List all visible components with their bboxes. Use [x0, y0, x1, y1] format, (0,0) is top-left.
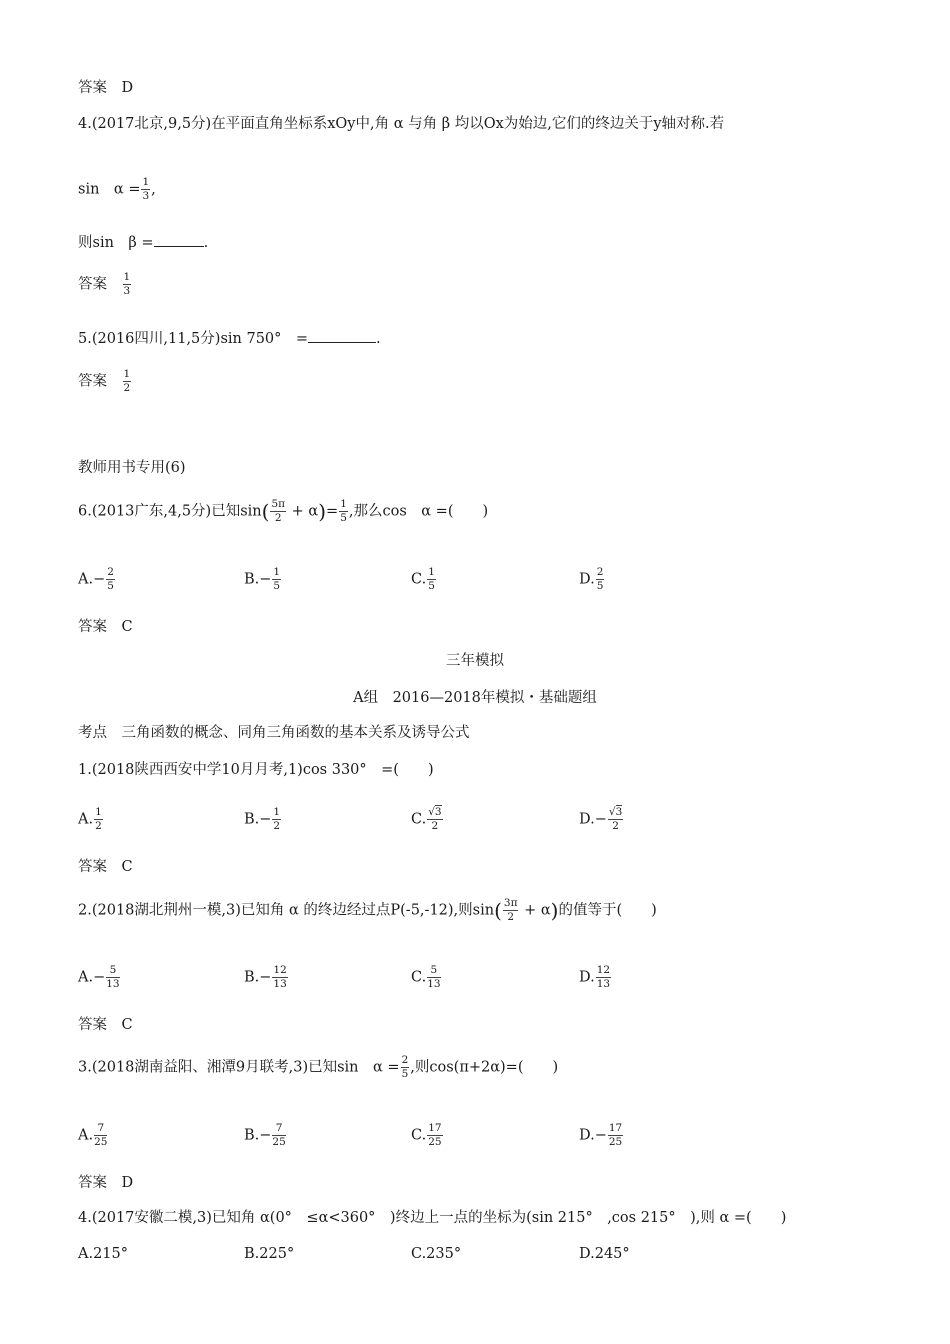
- fraction-denominator: 3: [142, 190, 150, 202]
- answer-line: [78, 368, 132, 395]
- fraction-denominator: 13: [427, 978, 441, 990]
- answer-label: 答案: [78, 276, 107, 293]
- question-6-text: [78, 498, 488, 525]
- option-sign: −: [594, 811, 607, 828]
- fraction-numerator: 1: [273, 806, 281, 818]
- answer-blank: [154, 234, 204, 247]
- paren-close: ): [550, 898, 559, 923]
- fraction-numerator: 2: [596, 566, 604, 578]
- fraction: [503, 897, 519, 924]
- option-label: A.: [78, 811, 94, 828]
- section-title: 三年模拟: [446, 653, 504, 669]
- q5-stem: 5.(2016四川,11,5分)sin 750° =: [78, 331, 309, 347]
- option-label: D.: [579, 969, 595, 986]
- fraction-denominator: 25: [272, 1136, 286, 1148]
- answer-line: [78, 271, 132, 298]
- m3-suffix: ,则cos(π+2α)=( ): [410, 1059, 559, 1076]
- fraction: [94, 806, 103, 833]
- option-sign: −: [93, 571, 106, 588]
- fraction-denominator: 13: [106, 978, 120, 990]
- fraction: [427, 566, 436, 593]
- q4-then: 则sin β =: [78, 235, 154, 251]
- fraction: [270, 498, 286, 525]
- fraction-numerator: 7: [94, 1122, 107, 1136]
- option-label: B.: [244, 1127, 260, 1144]
- fraction-numerator: 1: [340, 498, 347, 510]
- fraction-denominator: 3: [123, 285, 131, 297]
- option-label: B.: [244, 571, 260, 588]
- radicand: 3: [434, 806, 442, 818]
- q6-plus-alpha: + α: [287, 503, 319, 520]
- fraction-denominator: 25: [94, 1136, 108, 1148]
- q4-sin-suffix: ,: [151, 181, 156, 198]
- answer-line: 答案 C: [78, 859, 133, 875]
- answer-line: 答案 C: [78, 1017, 133, 1033]
- fraction-denominator: 2: [95, 820, 102, 832]
- paren-open: (: [494, 898, 502, 923]
- fraction: [272, 806, 281, 833]
- fraction-numerator: 2: [401, 1054, 409, 1066]
- mock-question-1: 1.(2018陕西西安中学10月月考,1)cos 330° =( ): [78, 762, 434, 778]
- answer-blank: [308, 330, 376, 343]
- q6-prefix: 6.(2013广东,4,5分)已知sin: [78, 503, 262, 520]
- fraction-denominator: 2: [274, 512, 282, 524]
- option-sign: −: [259, 969, 272, 986]
- option-b: B.225°: [244, 1246, 295, 1262]
- option-a: A.215°: [78, 1246, 129, 1262]
- group-title: A组 2016—2018年模拟・基础题组: [353, 690, 597, 706]
- fraction-denominator: 25: [608, 1136, 623, 1148]
- option-a: [78, 964, 121, 991]
- kaodian-heading: 考点 三角函数的概念、同角三角函数的基本关系及诱导公式: [78, 725, 470, 741]
- fraction: [272, 566, 281, 593]
- option-label: B.: [244, 811, 260, 828]
- fraction-numerator: 1: [123, 368, 131, 380]
- option-a: [78, 1122, 108, 1149]
- q6-suffix: ,那么cos α =( ): [348, 503, 489, 520]
- fraction-numerator: 7: [272, 1122, 285, 1136]
- q4-sin-prefix: sin α =: [78, 181, 141, 198]
- fraction: [608, 806, 623, 833]
- fraction-denominator: 2: [612, 820, 619, 832]
- answer-line: 答案 D: [78, 80, 134, 96]
- radicand: 3: [615, 806, 623, 818]
- q4-end: .: [203, 235, 209, 251]
- m2-plus-alpha: + α: [519, 902, 551, 919]
- sqrt-symbol: √: [608, 806, 616, 818]
- answer-line: 答案 D: [78, 1175, 134, 1191]
- option-label: A.: [78, 571, 94, 588]
- paren-open: (: [261, 499, 270, 524]
- option-c: [411, 806, 444, 833]
- option-label: C.: [411, 969, 427, 986]
- option-sign: −: [594, 1127, 607, 1144]
- q6-eq: =: [326, 503, 339, 520]
- fraction: [106, 964, 119, 991]
- m2-suffix: 的值等于( ): [558, 902, 657, 919]
- fraction-numerator: 5: [427, 964, 440, 978]
- fraction-denominator: 2: [431, 820, 439, 832]
- option-a: [78, 806, 104, 833]
- m2-prefix: 2.(2018湖北荆州一模,3)已知角 α 的终边经过点P(-5,-12),则sin: [78, 902, 495, 919]
- fraction: [106, 566, 115, 593]
- option-c: C.235°: [411, 1246, 462, 1262]
- fraction: [427, 806, 442, 833]
- option-d: [579, 1122, 624, 1149]
- answer-label: 答案: [78, 373, 107, 390]
- fraction-denominator: 5: [428, 580, 435, 592]
- question-4-condition: [78, 176, 156, 203]
- option-b: [244, 806, 282, 833]
- fraction: [596, 964, 611, 991]
- fraction-denominator: 25: [428, 1136, 442, 1148]
- fraction-denominator: 5: [596, 580, 604, 592]
- fraction-denominator: 13: [273, 978, 287, 990]
- fraction-denominator: 5: [340, 512, 347, 524]
- option-label: B.: [244, 969, 260, 986]
- fraction-numerator: 12: [596, 964, 611, 976]
- fraction-numerator: 17: [608, 1122, 623, 1134]
- option-d: D.245°: [579, 1246, 630, 1262]
- option-c: [411, 964, 442, 991]
- option-b: [244, 964, 289, 991]
- fraction: [123, 271, 132, 298]
- option-b: [244, 566, 282, 593]
- m3-prefix: 3.(2018湖南益阳、湘潭9月联考,3)已知sin α =: [78, 1059, 400, 1076]
- fraction-numerator: 5: [106, 964, 119, 978]
- option-d: [579, 566, 605, 593]
- fraction-numerator: 1: [428, 566, 435, 578]
- option-label: D.: [579, 571, 595, 588]
- option-sign: −: [259, 571, 272, 588]
- fraction-numerator: [427, 806, 442, 820]
- paren-close: ): [318, 499, 327, 524]
- fraction-numerator: 17: [428, 1122, 442, 1134]
- fraction-numerator: 1: [273, 566, 281, 578]
- fraction: [123, 368, 132, 395]
- fraction: [141, 176, 150, 203]
- fraction-denominator: 5: [107, 580, 114, 592]
- fraction-numerator: 3π: [503, 897, 518, 909]
- fraction-numerator: 1: [142, 176, 150, 188]
- question-4-ask: [78, 233, 208, 253]
- option-label: A.: [78, 1127, 94, 1144]
- option-label: C.: [411, 811, 427, 828]
- fraction-denominator: 2: [273, 820, 281, 832]
- fraction: [608, 1122, 623, 1149]
- fraction-numerator: 2: [107, 566, 114, 578]
- fraction-numerator: 5π: [271, 498, 286, 510]
- fraction: [94, 1122, 107, 1149]
- fraction: [401, 1054, 410, 1081]
- option-label: C.: [411, 571, 427, 588]
- fraction-denominator: 5: [401, 1068, 409, 1080]
- option-b: [244, 1122, 287, 1149]
- question-5-text: [78, 329, 381, 349]
- section-heading: 教师用书专用(6): [78, 460, 186, 476]
- option-d: [579, 964, 612, 991]
- fraction-numerator: 1: [123, 271, 131, 283]
- fraction-numerator: 1: [95, 806, 102, 818]
- option-c: [411, 1122, 444, 1149]
- option-sign: −: [259, 811, 272, 828]
- option-label: A.: [78, 969, 94, 986]
- fraction: [339, 498, 348, 525]
- answer-line: 答案 C: [78, 619, 133, 635]
- fraction-denominator: 13: [596, 978, 611, 990]
- option-a: [78, 566, 116, 593]
- option-label: C.: [411, 1127, 427, 1144]
- fraction-denominator: 2: [507, 911, 515, 923]
- option-label: D.: [579, 1127, 595, 1144]
- fraction-numerator: [608, 806, 623, 820]
- fraction: [272, 964, 287, 991]
- option-sign: −: [93, 969, 106, 986]
- option-c: [411, 566, 437, 593]
- mock-question-4: 4.(2017安徽二模,3)已知角 α(0° ≤α<360° )终边上一点的坐标为(sin 215° ,cos 215° ),则 α =( ): [78, 1210, 787, 1226]
- fraction: [427, 964, 440, 991]
- option-sign: −: [259, 1127, 272, 1144]
- fraction-denominator: 2: [123, 382, 131, 394]
- fraction-denominator: 5: [273, 580, 281, 592]
- fraction: [272, 1122, 285, 1149]
- mock-question-3: [78, 1054, 558, 1081]
- q5-end: .: [376, 331, 381, 347]
- fraction: [427, 1122, 442, 1149]
- fraction-numerator: 12: [273, 964, 287, 976]
- mock-question-2: [78, 897, 657, 924]
- question-4-text: 4.(2017北京,9,5分)在平面直角坐标系xOy中,角 α 与角 β 均以Ox为始边,它们的终边关于y轴对称.若: [78, 116, 725, 132]
- fraction: [596, 566, 605, 593]
- option-d: [579, 806, 624, 833]
- sqrt-symbol: √: [428, 806, 435, 818]
- option-label: D.: [579, 811, 595, 828]
